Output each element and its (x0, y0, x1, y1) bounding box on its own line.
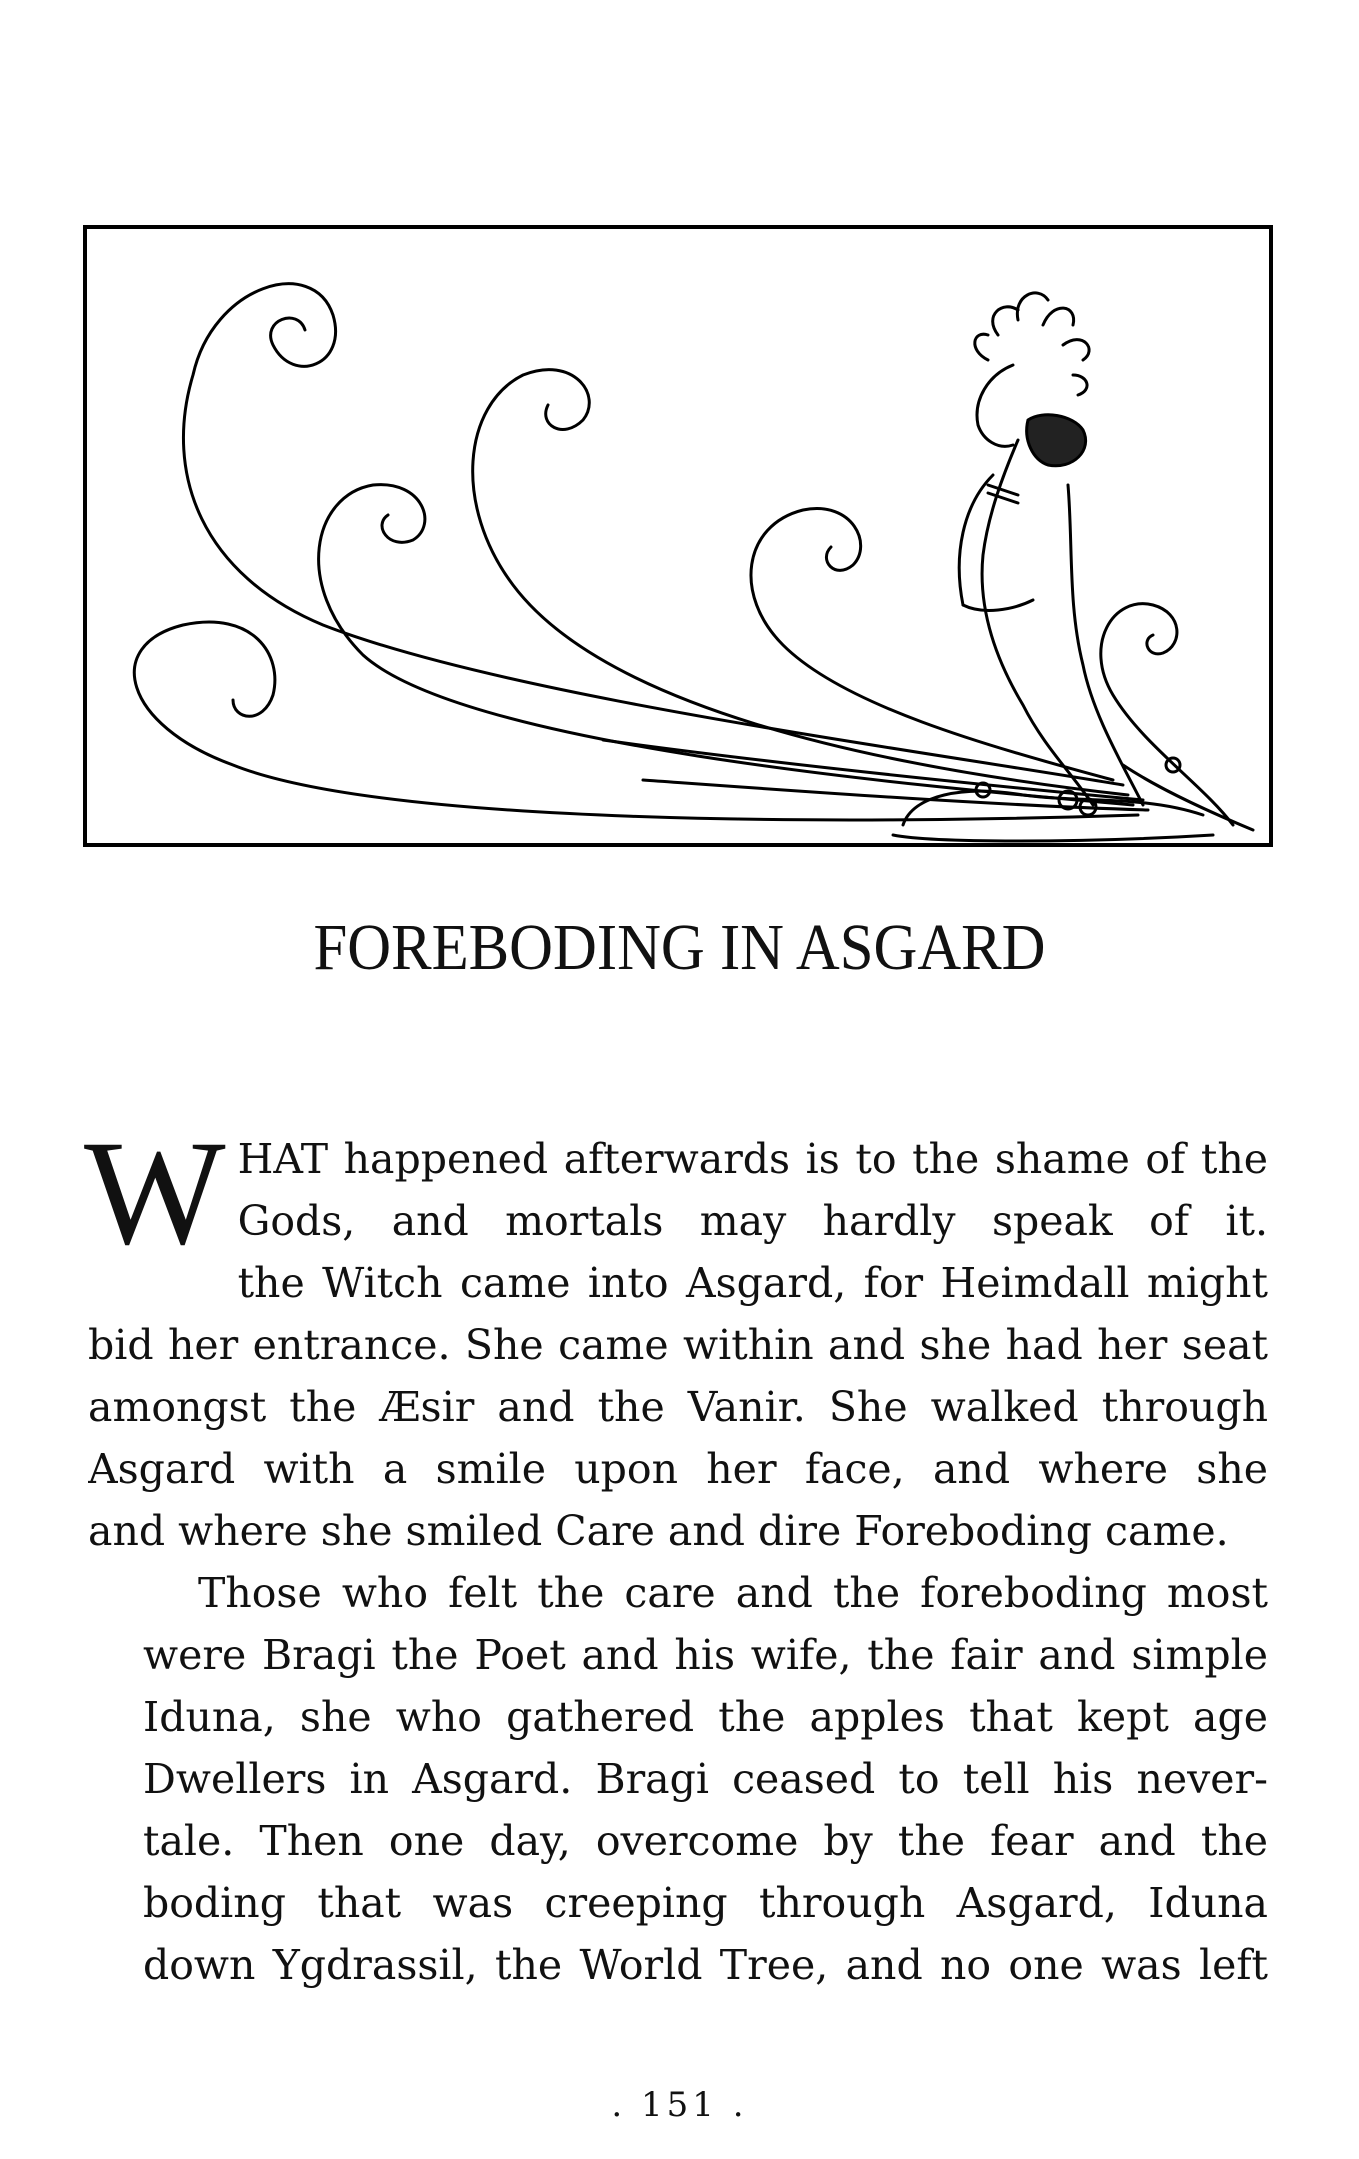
wind-spirit-illustration (83, 225, 1273, 847)
paragraph-2 (88, 1562, 1268, 1996)
text-line: boding that was creeping through Asgard, Iduna (143, 1879, 1268, 1927)
text-line: Those who felt the care and the foreboding most (198, 1569, 1268, 1617)
text-line: and where she smiled Care and dire Foreboding came. (88, 1507, 1229, 1555)
text-line: bid her entrance. She came within and she had her seat (88, 1321, 1268, 1369)
text-line: the Witch came into Asgard, for Heimdall might (237, 1259, 1268, 1307)
text-line: HAT happened afterwards is to the shame of the (237, 1135, 1268, 1183)
chapter-body (84, 1110, 1268, 1996)
text-line: Dwellers in Asgard. Bragi ceased to tell his never- (143, 1755, 1268, 1803)
text-line: down Ygdrassil, the World Tree, and no one was left (143, 1941, 1268, 1989)
text-line: tale. Then one day, overcome by the fear and the (143, 1817, 1268, 1865)
page-number: . 151 . (611, 2085, 748, 2125)
paragraph-1 (84, 1110, 1268, 1562)
text-line: Asgard with a smile upon her face, and where she (88, 1445, 1268, 1493)
chapter-title: FOREBODING IN ASGARD (313, 911, 1046, 984)
drop-cap: W (84, 1110, 226, 1276)
text-line: Iduna, she who gathered the apples that kept age (143, 1693, 1268, 1741)
text-line: Gods, and mortals may hardly speak of it. (237, 1197, 1268, 1245)
text-line: amongst the Æsir and the Vanir. She walked through (88, 1383, 1268, 1431)
text-line: were Bragi the Poet and his wife, the fair and simple (143, 1631, 1268, 1679)
